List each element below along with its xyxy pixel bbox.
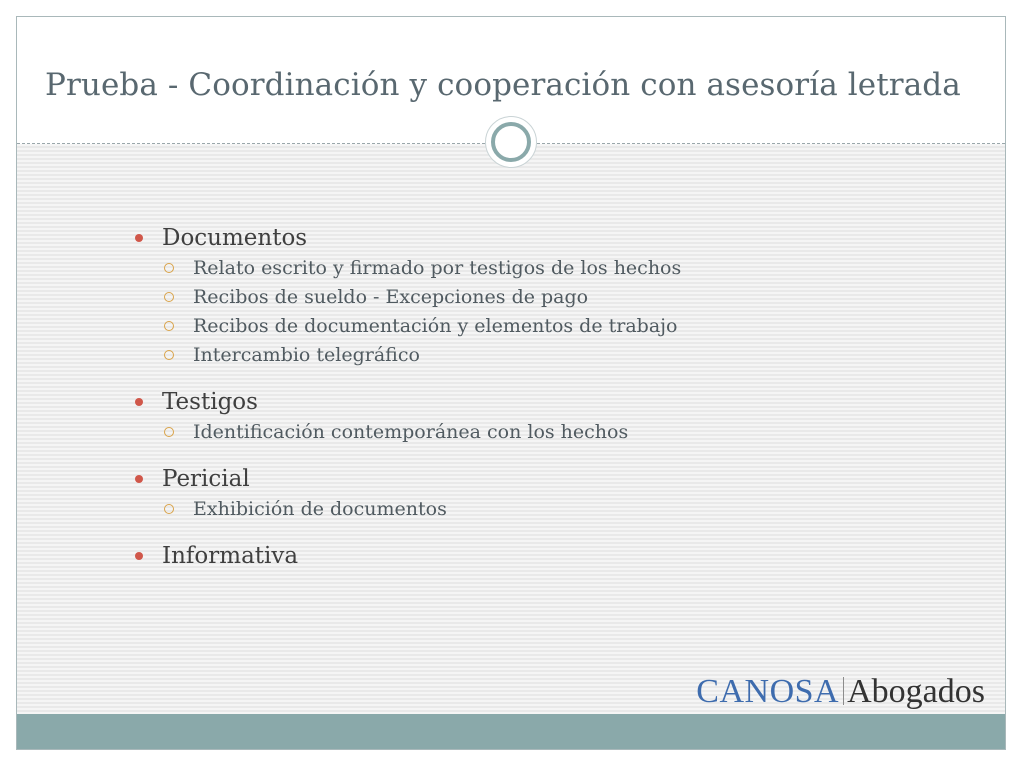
sub-bullet-item (131, 418, 891, 447)
sub-bullet-circle-icon (164, 504, 174, 514)
bullet-item (131, 386, 891, 418)
sub-bullet-circle-icon (164, 292, 174, 302)
bullet-dot-icon (135, 552, 143, 560)
footer-bar (17, 714, 1005, 749)
sub-bullet-item (131, 495, 891, 524)
sub-bullet-text: Recibos de sueldo - Excepciones de pago (193, 286, 589, 308)
section-testigos (131, 386, 891, 447)
canosa-logo (696, 672, 985, 712)
section-pericial (131, 463, 891, 524)
bullet-item (131, 222, 891, 254)
bullet-text: Pericial (162, 466, 250, 492)
sub-bullet-item (131, 312, 891, 341)
sub-bullet-circle-icon (164, 350, 174, 360)
bullet-item (131, 540, 891, 572)
slide (16, 16, 1006, 750)
bullet-text: Testigos (162, 389, 258, 415)
bullet-text: Documentos (162, 225, 308, 251)
bullet-dot-icon (135, 398, 143, 406)
bullet-dot-icon (135, 234, 143, 242)
section-documentos (131, 222, 891, 370)
sub-bullet-text: Exhibición de documentos (193, 498, 447, 520)
slide-title: Prueba - Coordinación y cooperación con asesoría letrada (45, 67, 961, 103)
logo-subtitle: Abogados (847, 673, 985, 710)
bullet-list (131, 222, 891, 588)
logo-brand: CANOSA (696, 673, 840, 710)
sub-bullet-circle-icon (164, 321, 174, 331)
bullet-item (131, 463, 891, 495)
bullet-dot-icon (135, 475, 143, 483)
sub-bullet-text: Recibos de documentación y elementos de trabajo (193, 315, 678, 337)
sub-bullet-circle-icon (164, 263, 174, 273)
sub-bullet-text: Identificación contemporánea con los hechos (193, 421, 629, 443)
sub-bullet-circle-icon (164, 427, 174, 437)
ring-ornament-icon (485, 116, 537, 168)
section-informativa (131, 540, 891, 572)
sub-bullet-item (131, 283, 891, 312)
bullet-text: Informativa (162, 543, 299, 569)
sub-bullet-text: Relato escrito y firmado por testigos de los hechos (193, 257, 682, 279)
sub-bullet-item (131, 254, 891, 283)
sub-bullet-text: Intercambio telegráfico (193, 344, 420, 366)
logo-separator (843, 677, 844, 705)
sub-bullet-item (131, 341, 891, 370)
